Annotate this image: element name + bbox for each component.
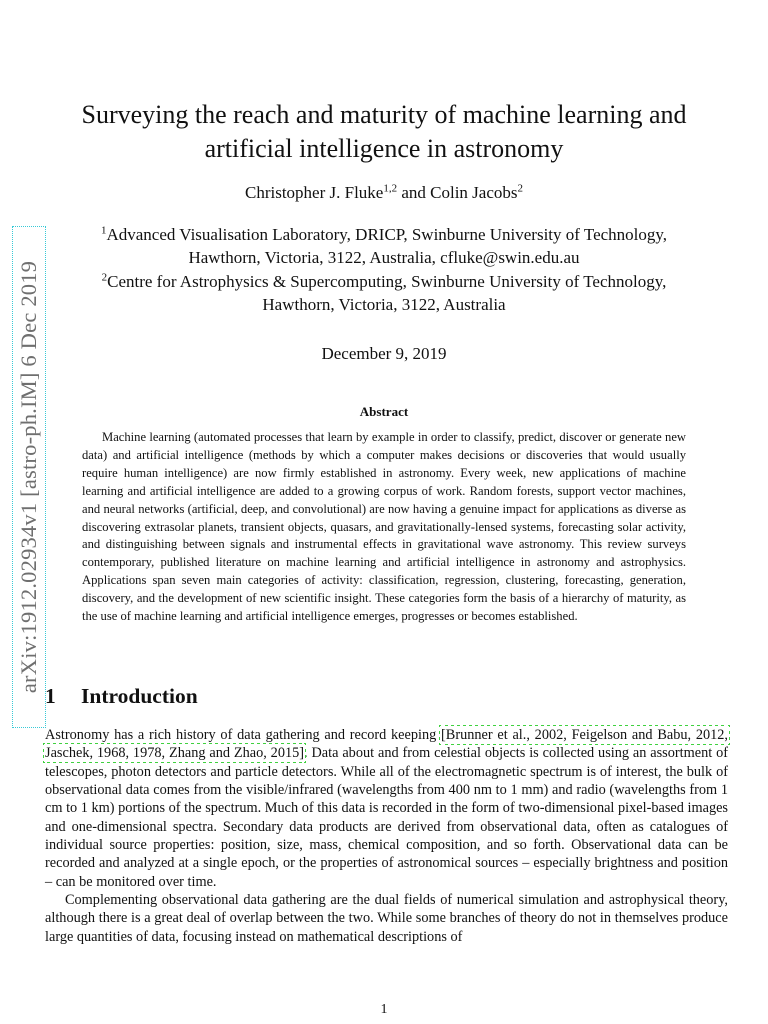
author-2: Colin Jacobs [430, 183, 518, 202]
arxiv-identifier: arXiv:1912.02934v1 [astro-ph.IM] 6 Dec 2019 [16, 260, 41, 694]
paragraph-1-lead: Astronomy has a rich history of data gathering and record keeping [45, 727, 442, 743]
author-conjunction: and [397, 183, 431, 202]
affiliation-2 [40, 270, 728, 316]
paper-title [60, 98, 708, 166]
affiliation-2-line-1: Centre for Astrophysics & Supercomputing, Swinburne University of Technology, [107, 272, 667, 291]
paragraph-1-rest: . Data about and from celestial objects is collected using an assortment of telescopes, photon detectors and particle detectors. While all of the electromagnetic spectrum is of interest, the bulk of observational data comes from the visible/infrared (wavelengths from 400 nm to 1 mm) and radio (wavelengths from 1 cm to 1 km) portions of the spectrum. Much of this data is recorded in the form of two-dimensional pixel-based images and one-dimensional spectra. Secondary data products are derived from observational data, often as catalogues of individual source properties: position, size, mass, chemical composition, and so forth. Observational data can be recorded and analyzed at a single epoch, or the properties of astronomical sources – especially brightness and position – can be monitored over time. [45, 745, 728, 890]
publication-date: December 9, 2019 [321, 344, 447, 363]
abstract-heading: Abstract [359, 404, 409, 419]
page-number: 1 [380, 1002, 388, 1017]
abstract-text: Machine learning (automated processes that learn by example in order to classify, predict, discover or generate new data) and artificial intelligence (methods by which a computer makes decisions or discoveries that would usually require human intelligence) are now firmly established in astronomy. Every week, new applications of machine learning and artificial intelligence are added to a growing corpus of work. Random forests, support vector machines, and neural networks (artificial, deep, and convolutional) are now having a genuine impact for applications as diverse as discovering extrasolar planets, transient objects, quasars, and gravitationally-lensed systems, forecasting solar activity, and distinguishing between signals and instrumental effects in gravitational wave astronomy. This review surveys contemporary, published literature on machine learning and artificial intelligence in astronomy and astrophysics. Applications span seven main categories of activity: classification, regression, clustering, forecasting, generation, discovery, and the development of new scientific insight. These categories form the basis of a hierarchy of maturity, as the use of machine learning and artificial intelligence emerges, progresses or becomes established. [82, 430, 686, 624]
affiliation-1-line-1: Advanced Visualisation Laboratory, DRICP, Swinburne University of Technology, [106, 225, 668, 244]
section-body [45, 726, 728, 946]
affiliation-1-line-2: Hawthorn, Victoria, 3122, Australia, cfluke@swin.edu.au [188, 248, 580, 267]
affiliation-1 [40, 223, 728, 269]
affiliation-1-mark: 1 [100, 224, 107, 237]
author-2-affil: 2 [517, 182, 523, 195]
title-line-2: artificial intelligence in astronomy [204, 134, 564, 163]
section-heading [45, 684, 198, 709]
section-number: 1 [45, 684, 56, 708]
affiliation-2-line-2: Hawthorn, Victoria, 3122, Australia [262, 295, 506, 314]
author-list [60, 183, 708, 203]
citation-link[interactable]: [Brunner et al., 2002, Feigelson and Babu, 2012, Jaschek, 1968, 1978, Zhang and Zhao, 2015] [45, 727, 728, 762]
paragraph-2: Complementing observational data gathering are the dual fields of numerical simulation and astrophysical theory, although there is a great deal of overlap between the two. While some branches of theory do not in themselves produce large quantities of data, focusing instead on mathematical descriptions of [45, 892, 728, 945]
affiliation-2-mark: 2 [101, 271, 108, 284]
title-line-1: Surveying the reach and maturity of machine learning and [81, 100, 687, 129]
paragraph-1 [45, 726, 728, 891]
section-title: Introduction [81, 684, 198, 708]
author-1: Christopher J. Fluke [244, 183, 384, 202]
author-1-affil: 1,2 [383, 182, 398, 195]
